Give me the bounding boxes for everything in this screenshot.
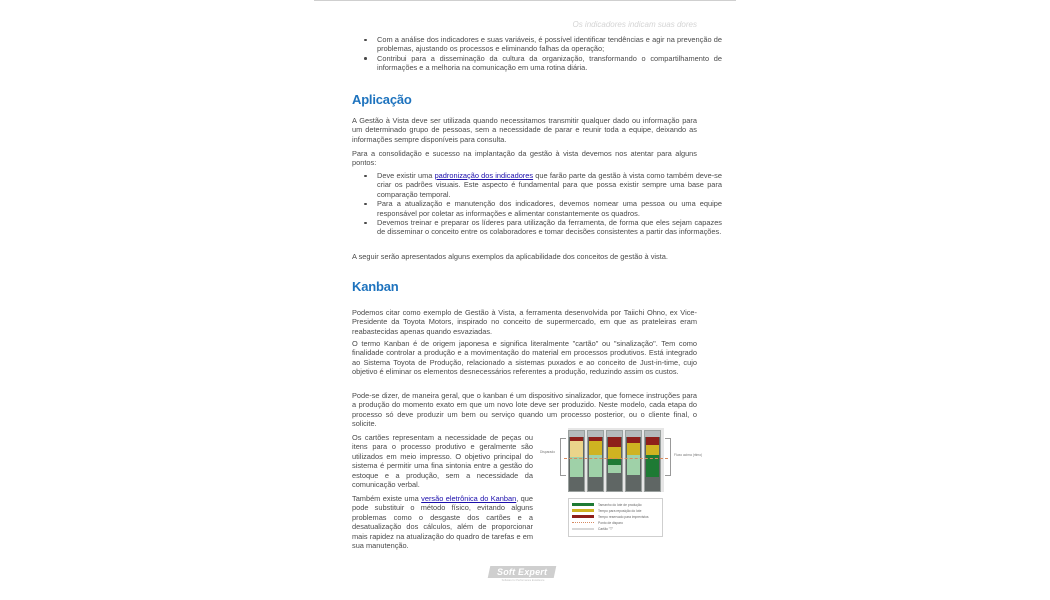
kanban-paragraph: Pode-se dizer, de maneira geral, que o kanban é um dispositivo sinalizador, que fornece instruções para a produção do momento exato em que um novo lote deve ser produzido. Neste modelo, cada etapa do processo só deve produzir um bem ou serviço quando um processo posterior, ou o cliente final, o solicite. [352, 391, 697, 429]
logo-box [488, 566, 557, 578]
kanban-paragraph: Os cartões representam a necessidade de peças ou itens para o processo produtivo e geralmente são utilizados em meio impresso. O objetivo principal do sistema é permitir uma fina sintonia entre a gestão do estoque e a produção, sem a necessidade da comunicação verbal. [352, 433, 533, 490]
dashed-swatch [572, 522, 594, 523]
legend-label: Tempo para reposição do lote [598, 508, 642, 513]
aplicacao-paragraph: Para a consolidação e sucesso na implantação da gestão à vista devemos nos atentar para alguns pontos: [352, 149, 697, 168]
legend-label: Tempo reservado para imprevistos [598, 514, 649, 519]
kanban-column [644, 430, 661, 492]
yellow-swatch [572, 509, 594, 512]
kanban-column [625, 430, 642, 492]
aplicacao-closing: A seguir serão apresentados alguns exemplos da aplicabilidade dos conceitos de gestão à vista. [352, 252, 668, 261]
card-swatch [572, 528, 594, 530]
padronizacao-indicadores-link[interactable]: padronização dos indicadores [434, 171, 534, 180]
label-disparado: Disparado [540, 450, 556, 454]
figure-legend [568, 498, 663, 537]
section-title-aplicacao: Aplicação [352, 92, 412, 107]
segment-green-pale [608, 465, 621, 473]
right-bracket [665, 438, 671, 476]
kanban-paragraph: Podemos citar como exemplo de Gestão à Vista, a ferramenta desenvolvida por Taiichi Ohno, ex Vice-Presidente da Toyota Motors, inspirado no conceito de supermercado, em que as prateleiras eram reabastecidas apenas quando esvaziadas. [352, 308, 697, 336]
legend-label: Cartão "T" [598, 526, 614, 531]
section-title-kanban: Kanban [352, 279, 399, 294]
segment-green [570, 457, 583, 477]
intro-bullet: Com a análise dos indicadores e suas variáveis, é possível identificar tendências e agir na prevenção de problemas, ajustando os processos e eliminando falhas da operação; [377, 35, 722, 54]
running-header: Os indicadores indicam suas dores [572, 20, 697, 29]
bullet-text: Deve existir uma [377, 171, 435, 180]
bullet-text: que farão parte da gestão à vista como também deve-se criar os padrões visuais. Este aspecto é fundamental para que possa existir sempre uma base para comparação temporal. [377, 171, 722, 199]
trigger-point-line [564, 458, 668, 459]
kanban-paragraph [352, 494, 533, 550]
segment-red [646, 437, 659, 445]
kanban-column [606, 430, 623, 492]
page-top-border [314, 0, 736, 1]
green-swatch [572, 503, 594, 506]
segment-yellow [627, 443, 640, 455]
logo-text: Soft Expert [496, 567, 548, 577]
segment-yellow [589, 441, 602, 455]
legend-label: Ponto de disparo [598, 520, 623, 525]
segment-yellow [570, 441, 583, 457]
kanban-board [568, 428, 664, 492]
intro-bullet-list [352, 35, 722, 73]
legend-item [572, 520, 623, 525]
paragraph-text: Também existe uma [352, 494, 422, 503]
segment-yellow [646, 445, 659, 455]
logo-tagline: Software for Performance Excellence [501, 579, 545, 582]
legend-item [572, 508, 641, 513]
intro-bullet: Contribui para a disseminação da cultura da organização, transformando o compartilhamento de informações e a melhoria na comunicação em uma rotina diária. [377, 53, 722, 73]
aplicacao-bullet: Para a atualização e manutenção dos indicadores, devemos nomear uma pessoa ou uma equipe responsável por coletar as informações e alimentar constantemente os quadros. [377, 199, 722, 218]
legend-item [572, 502, 642, 507]
kanban-board-figure [538, 428, 708, 538]
segment-red [608, 437, 621, 447]
left-bracket [560, 438, 566, 476]
aplicacao-bullet-list [352, 171, 722, 237]
legend-label: Tamanho do lote de produção [598, 502, 642, 507]
kanban-paragraph: O termo Kanban é de origem japonesa e significa literalmente "cartão" ou "sinalização". Tem como finalidade controlar a produção e a movimentação do material em processos produtivos. Está integrado ao Sistema Toyota de Produção, relacionado a sistemas puxados e ao conceito de Just-in-time, cujo objetivo é eliminar os elementos desnecessários referentes a produção, reduzindo assim os custos. [352, 339, 697, 377]
aplicacao-bullet: Devemos treinar e preparar os líderes para utilização da ferramenta, de forma que eles sejam capazes de disseminar o conceito entre os colaboradores e tomar decisões consistentes a partir das informações. [377, 218, 722, 237]
label-fluxo: Fluxo acima (ritmo) [674, 453, 703, 457]
paragraph-text: , que pode substituir o método físico, evitando alguns problemas como o desgaste dos cartões e a desatualização dos cálculos, além de proporcionar mais rapidez na atualização do quadro de tarefas e em sua manutenção. [352, 494, 533, 551]
legend-item [572, 526, 613, 531]
versao-eletronica-kanban-link[interactable]: versão eletrônica do Kanban [421, 494, 517, 503]
aplicacao-bullet [377, 171, 722, 199]
legend-item [572, 514, 649, 519]
aplicacao-paragraph: A Gestão à Vista deve ser utilizada quando necessitamos transmitir qualquer dado ou informação para um determinado grupo de pessoas, sem a necessidade de parar e reunir toda a equipe, deixando as informações sempre disponíveis para consulta. [352, 116, 697, 144]
kanban-column [568, 430, 585, 492]
kanban-column [587, 430, 604, 492]
red-swatch [572, 515, 594, 518]
softexpert-logo [489, 566, 557, 582]
